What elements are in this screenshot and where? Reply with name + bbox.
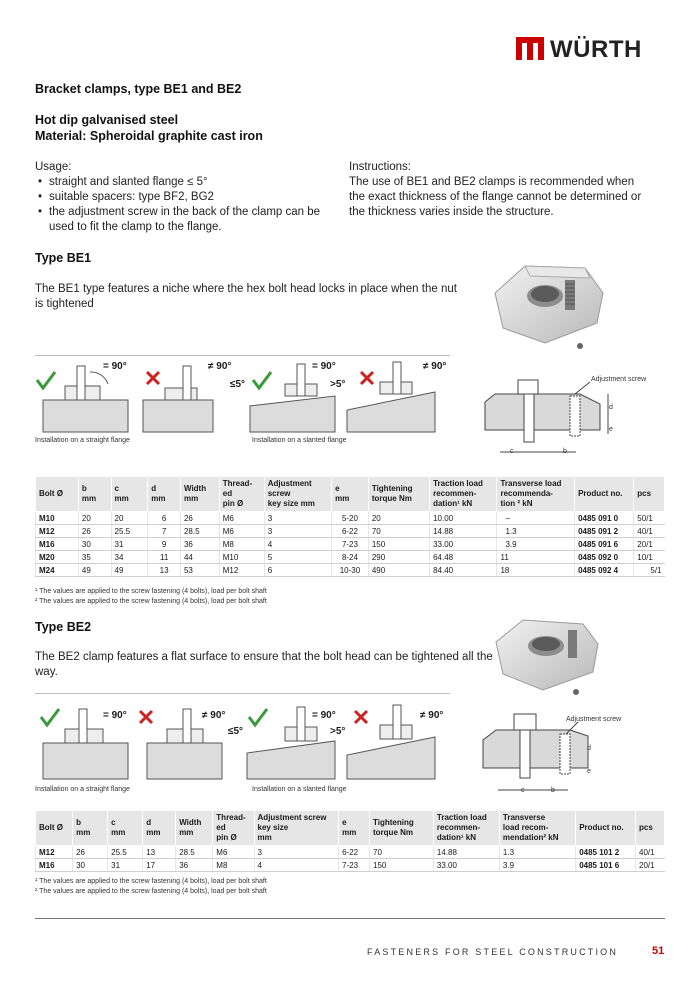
cell: 13 — [143, 846, 176, 859]
dim-d-label: d — [587, 745, 591, 752]
cell: M6 — [213, 846, 254, 859]
cell: 40/1 — [634, 525, 665, 538]
angle-label: ≤5° — [230, 379, 246, 390]
angle-label: = 90° — [103, 710, 127, 721]
cell: 20/1 — [634, 538, 665, 551]
cell: 14.88 — [433, 846, 499, 859]
col-header: Traction load recommen- dation¹ kN — [430, 477, 497, 512]
cell: 20/1 — [636, 859, 665, 872]
cell: 14.88 — [430, 525, 497, 538]
dim-c-label: c — [521, 787, 525, 794]
cell: 290 — [368, 551, 429, 564]
cell: 64.48 — [430, 551, 497, 564]
check-icon — [37, 372, 55, 388]
cell: 1.3 — [497, 525, 575, 538]
cell: M6 — [219, 525, 264, 538]
cell: 3.9 — [497, 538, 575, 551]
cell: 18 — [497, 564, 575, 577]
diagram-straight-ok — [37, 366, 128, 432]
caption-straight: Installation on a straight flange — [35, 786, 130, 793]
cell: 53 — [180, 564, 219, 577]
col-header: pcs — [634, 477, 665, 512]
dim-b-label: b — [563, 448, 567, 455]
diagram-slanted-bad — [347, 362, 435, 432]
cell: 490 — [368, 564, 429, 577]
instructions-heading: Instructions: — [349, 161, 411, 173]
be1-diagram-divider — [35, 355, 450, 356]
footer-rule — [35, 918, 665, 919]
cell: 50/1 — [634, 512, 665, 525]
col-header: Width mm — [176, 811, 213, 846]
angle-label: ≠ 90° — [202, 710, 226, 721]
cell: 25.5 — [108, 846, 143, 859]
col-header: Product no. — [575, 477, 634, 512]
be1-dimension-drawing — [480, 372, 630, 462]
cell: 4 — [264, 538, 331, 551]
cell: 9 — [148, 538, 181, 551]
be2-diagram-divider — [35, 693, 450, 694]
cell-product-no: 0485 101 6 — [576, 859, 636, 872]
cell: M12 — [219, 564, 264, 577]
cell-bolt: M16 — [36, 538, 79, 551]
cell: 17 — [143, 859, 176, 872]
cell-product-no: 0485 092 4 — [575, 564, 634, 577]
footnote: ² The values are applied to the screw fastening (4 bolts), load per bolt shaft — [35, 598, 267, 605]
wurth-emblem-icon — [515, 34, 545, 64]
be2-installation-diagrams — [35, 703, 455, 783]
angle-label: ≠ 90° — [208, 361, 232, 372]
col-header: Product no. — [576, 811, 636, 846]
page-title: Bracket clamps, type BE1 and BE2 — [35, 82, 242, 96]
dim-d-label: d — [609, 404, 613, 411]
be2-spec-table — [35, 810, 665, 872]
cell: 150 — [368, 538, 429, 551]
cell: – — [497, 512, 575, 525]
cell: 44 — [180, 551, 219, 564]
angle-label: ≠ 90° — [423, 361, 447, 372]
cell-bolt: M20 — [36, 551, 79, 564]
table-row — [36, 564, 665, 577]
footnote: ¹ The values are applied to the screw fastening (4 bolts), load per bolt shaft — [35, 588, 267, 595]
usage-heading: Usage: — [35, 161, 72, 173]
check-icon — [253, 372, 271, 388]
diagram-slanted-ok — [250, 364, 335, 432]
cell-bolt: M24 — [36, 564, 79, 577]
cell: 10/1 — [634, 551, 665, 564]
cell: 33.00 — [433, 859, 499, 872]
cell: 35 — [78, 551, 111, 564]
cell: 3 — [264, 512, 331, 525]
cell-product-no: 0485 091 0 — [575, 512, 634, 525]
cell: 40/1 — [636, 846, 665, 859]
col-header: b mm — [73, 811, 108, 846]
subtitle-line2: Material: Spheroidal graphite cast iron — [35, 129, 263, 143]
adjustment-screw-label: Adjustment screw — [591, 376, 647, 383]
cell: 6 — [264, 564, 331, 577]
col-header: Adjustment screw key size mm — [264, 477, 331, 512]
diagram-straight-bad — [143, 366, 213, 432]
cell: 4 — [254, 859, 339, 872]
cell: 7-23 — [332, 538, 369, 551]
cell: 10.00 — [430, 512, 497, 525]
cell: M10 — [219, 551, 264, 564]
usage-item: • suitable spacers: type BF2, BG2 — [35, 190, 325, 205]
table-row — [36, 859, 665, 872]
cell: 3 — [254, 846, 339, 859]
cell: 26 — [180, 512, 219, 525]
table-row — [36, 512, 665, 525]
brand-name: WÜRTH — [550, 36, 642, 63]
col-header: Bolt Ø — [36, 477, 79, 512]
dim-c-label: c — [510, 448, 514, 455]
check-icon — [41, 709, 59, 725]
col-header: c mm — [108, 811, 143, 846]
cell: 3.9 — [499, 859, 575, 872]
angle-label: >5° — [330, 379, 346, 390]
cell: 34 — [111, 551, 148, 564]
cell: 7 — [148, 525, 181, 538]
cell: 20 — [78, 512, 111, 525]
be1-product-image — [485, 248, 615, 353]
cell-bolt: M10 — [36, 512, 79, 525]
cell: 20 — [111, 512, 148, 525]
usage-item: • straight and slanted flange ≤ 5° — [35, 175, 325, 190]
cell: 5-20 — [332, 512, 369, 525]
be1-spec-table — [35, 476, 665, 577]
cell-bolt: M16 — [36, 859, 73, 872]
angle-label: = 90° — [312, 710, 336, 721]
col-header: Thread- ed pin Ø — [213, 811, 254, 846]
angle-label: >5° — [330, 726, 346, 737]
cell: 11 — [148, 551, 181, 564]
be2-description: The BE2 clamp features a flat surface to ensure that the bolt head can be tightened all the way. — [35, 651, 493, 678]
table-row — [36, 525, 665, 538]
table-row — [36, 538, 665, 551]
col-header: Transverse load recom- mendation² kN — [499, 811, 575, 846]
footnote: ² The values are applied to the screw fastening (4 bolts), load per bolt shaft — [35, 888, 267, 895]
cell: 6-22 — [332, 525, 369, 538]
cell: 6-22 — [339, 846, 370, 859]
cell: 33.00 — [430, 538, 497, 551]
page-number: 51 — [652, 945, 665, 957]
cross-icon — [147, 372, 159, 384]
caption-straight: Installation on a straight flange — [35, 437, 130, 444]
be1-installation-diagrams — [35, 358, 455, 438]
col-header: e mm — [339, 811, 370, 846]
cell-bolt: M12 — [36, 846, 73, 859]
cell: M8 — [213, 859, 254, 872]
angle-label: = 90° — [103, 361, 127, 372]
cell: 36 — [180, 538, 219, 551]
usage-block — [35, 160, 325, 235]
cell: 25.5 — [111, 525, 148, 538]
cell: M8 — [219, 538, 264, 551]
col-header: Adjustment screw key size mm — [254, 811, 339, 846]
angle-label: ≤5° — [228, 726, 244, 737]
col-header: e mm — [332, 477, 369, 512]
cell-product-no: 0485 091 2 — [575, 525, 634, 538]
usage-item: • the adjustment screw in the back of the clamp can be used to fit the clamp to the flange. — [35, 205, 325, 235]
cell: 84.40 — [430, 564, 497, 577]
cell: 6 — [148, 512, 181, 525]
cell: 28.5 — [176, 846, 213, 859]
be2-product-image — [488, 612, 608, 697]
cell: 150 — [370, 859, 434, 872]
cell-product-no: 0485 092 0 — [575, 551, 634, 564]
table-header-row — [36, 477, 665, 512]
cell-bolt: M12 — [36, 525, 79, 538]
col-header: Traction load recommen- dation¹ kN — [433, 811, 499, 846]
col-header: Bolt Ø — [36, 811, 73, 846]
cell: M6 — [219, 512, 264, 525]
angle-label: ≠ 90° — [420, 710, 444, 721]
dim-e-label: e — [587, 768, 591, 775]
wurth-logo — [515, 34, 667, 64]
dim-e-label: e — [609, 426, 613, 433]
cell-product-no: 0485 101 2 — [576, 846, 636, 859]
table-row — [36, 551, 665, 564]
cell: 26 — [78, 525, 111, 538]
cell: 70 — [368, 525, 429, 538]
cell: 31 — [111, 538, 148, 551]
col-header: d mm — [143, 811, 176, 846]
cell: 8-24 — [332, 551, 369, 564]
cell: 70 — [370, 846, 434, 859]
cross-icon — [140, 711, 152, 723]
cell: 31 — [108, 859, 143, 872]
col-header: b mm — [78, 477, 111, 512]
subtitle-line1: Hot dip galvanised steel — [35, 113, 179, 127]
cell: 11 — [497, 551, 575, 564]
cell: 49 — [111, 564, 148, 577]
cell: 20 — [368, 512, 429, 525]
col-header: Width mm — [180, 477, 219, 512]
col-header: d mm — [148, 477, 181, 512]
be1-description: The BE1 type features a niche where the hex bolt head locks in place when the nut is tightened — [35, 283, 457, 310]
caption-slanted: Installation on a slanted flange — [252, 437, 347, 444]
cell: 30 — [78, 538, 111, 551]
footnote: ¹ The values are applied to the screw fastening (4 bolts), load per bolt shaft — [35, 878, 267, 885]
col-header: Tightening torque Nm — [368, 477, 429, 512]
cell-product-no: 0485 091 6 — [575, 538, 634, 551]
check-icon — [249, 709, 267, 725]
instructions-text: The use of BE1 and BE2 clamps is recommended when the exact thickness of the flange cannot be determined or the thickness varies inside the structure. — [349, 176, 642, 218]
cell: 28.5 — [180, 525, 219, 538]
table-row — [36, 846, 665, 859]
adjustment-screw-label: Adjustment screw — [566, 716, 622, 723]
col-header: pcs — [636, 811, 665, 846]
cell: 5/1 — [634, 564, 665, 577]
col-header: Tightening torque Nm — [370, 811, 434, 846]
cell: 7-23 — [339, 859, 370, 872]
cell: 5 — [264, 551, 331, 564]
cell: 36 — [176, 859, 213, 872]
cell: 13 — [148, 564, 181, 577]
cross-icon — [361, 372, 373, 384]
dim-b-label: b — [551, 787, 555, 794]
col-header: Thread- ed pin Ø — [219, 477, 264, 512]
be1-heading: Type BE1 — [35, 251, 92, 265]
col-header: Transverse load recommenda- tion ² kN — [497, 477, 575, 512]
angle-label: = 90° — [312, 361, 336, 372]
caption-slanted: Installation on a slanted flange — [252, 786, 347, 793]
table-header-row — [36, 811, 665, 846]
cell: 49 — [78, 564, 111, 577]
cell: 10-30 — [332, 564, 369, 577]
be2-heading: Type BE2 — [35, 620, 92, 634]
footer-section-title: FASTENERS FOR STEEL CONSTRUCTION — [367, 947, 619, 957]
col-header: c mm — [111, 477, 148, 512]
cell: 1.3 — [499, 846, 575, 859]
instructions-block — [349, 160, 649, 220]
cell: 26 — [73, 846, 108, 859]
cell: 3 — [264, 525, 331, 538]
cell: 30 — [73, 859, 108, 872]
cross-icon — [355, 711, 367, 723]
